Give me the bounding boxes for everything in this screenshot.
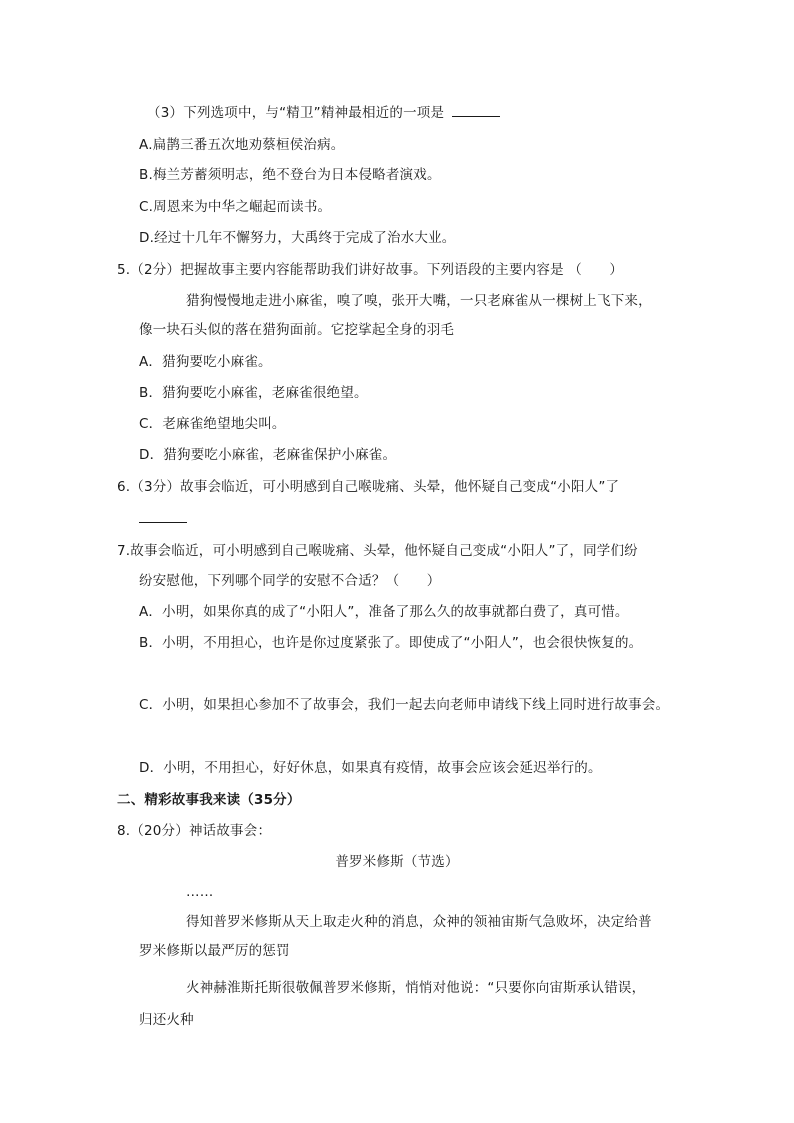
q5-passage-line: 猎狗慢慢地走进小麻雀，嗅了嗅，张开大嘴，一只老麻雀从一棵树上飞下来， [186,293,652,309]
q4-3-option-d: D.经过十几年不懈努力，大禹终于完成了治水大业。 [139,230,456,246]
passage-line: 罗米修斯以最严厉的惩罚 [139,943,290,959]
passage-line: 归还火种 [139,1012,194,1028]
passage-line: 得知普罗米修斯从天上取走火种的消息，众神的领袖宙斯气急败坏，决定给普 [186,914,652,930]
passage-ellipsis: …… [186,884,214,900]
q5-option-a: A．猎狗要吃小麻雀。 [139,354,272,370]
q7-option-d: D．小明，不用担心，好好休息，如果真有疫情，故事会应该会延迟举行的。 [139,760,602,776]
answer-blank[interactable] [452,104,500,117]
q4-3-option-a: A.扁鹊三番五次地劝蔡桓侯治病。 [139,137,345,153]
q5-option-d: D．猎狗要吃小麻雀，老麻雀保护小麻雀。 [139,447,397,463]
q4-3-option-b: B.梅兰芳蓄须明志，绝不登台为日本侵略者演戏。 [139,167,441,183]
q7-stem-line: 纷安慰他，下列哪个同学的安慰不合适？（ ） [139,573,441,589]
q5-stem: 5.（2分）把握故事主要内容能帮助我们讲好故事。下列语段的主要内容是 （ ） [117,262,624,278]
q6-stem: 6.（3分）故事会临近，可小明感到自己喉咙痛、头晕，他怀疑自己变成“小阳人”了 [117,479,620,495]
q7-option-a: A．小明，如果你真的成了“小阳人”，准备了那么久的故事就都白费了，真可惜。 [139,604,629,620]
q7-option-b: B．小明，不用担心，也许是你过度紧张了。即使成了“小阳人”，也会很快恢复的。 [139,635,643,651]
q5-option-c: C．老麻雀绝望地尖叫。 [139,416,286,432]
q5-option-b: B．猎狗要吃小麻雀，老麻雀很绝望。 [139,385,368,401]
q4-3-stem-text: （3）下列选项中，与“精卫”精神最相近的一项是 [147,105,445,121]
q6-answer-line[interactable] [139,510,187,528]
q4-3-option-c: C.周恩来为中华之崛起而读书。 [139,199,332,215]
q7-option-c: C．小明，如果担心参加不了故事会，我们一起去向老师申请线下线上同时进行故事会。 [139,697,670,713]
section-heading: 二、精彩故事我来读（35分） [117,792,301,808]
q7-stem-line: 7.故事会临近，可小明感到自己喉咙痛、头晕，他怀疑自己变成“小阳人”了，同学们纷 [117,543,638,559]
passage-title: 普罗米修斯（节选） [335,854,459,870]
q4-3-stem [147,104,500,122]
passage-line: 火神赫淮斯托斯很敬佩普罗米修斯，悄悄对他说：“只要你向宙斯承认错误， [186,980,646,996]
answer-blank[interactable] [139,510,187,523]
q8-stem: 8.（20分）神话故事会： [117,823,272,839]
q5-passage-line: 像一块石头似的落在猎狗面前。它挖挲起全身的羽毛 [139,322,455,338]
